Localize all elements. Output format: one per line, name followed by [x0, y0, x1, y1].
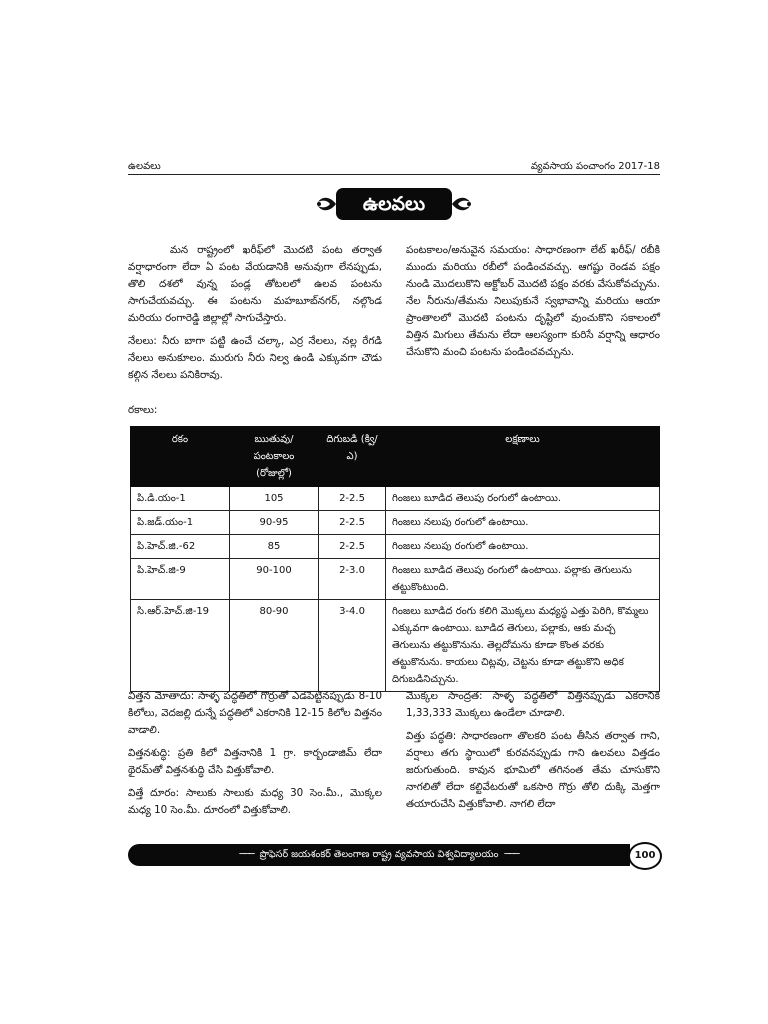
bottom-left-column [128, 688, 382, 825]
bottom-right-column [406, 688, 660, 819]
table-row [131, 600, 660, 692]
cell-traits: గింజలు బూడిద తెలుపు రంగులో ఉంటాయి. [386, 487, 660, 511]
soils-paragraph: నేలలు: నీరు బాగా పట్టి ఉంచే చల్కా, ఎర్ర నేలలు, నల్ల రేగడి నేలలు అనుకూలం. మురుగు నీరు నిల్వ ఉండి ఎక్కువగా చౌడు కల్గిన నేలలు పనికిరావు. [128, 335, 382, 381]
cell-variety: పి.హెచ్.జి-9 [131, 559, 230, 600]
cell-variety: పి.జడ్.యం-1 [131, 511, 230, 535]
cell-duration: 90-100 [230, 559, 319, 600]
table-row [131, 511, 660, 535]
table-header-row [131, 427, 660, 487]
cell-duration: 85 [230, 535, 319, 559]
cell-variety: పి.డి.యం-1 [131, 487, 230, 511]
table-row [131, 535, 660, 559]
cell-yield: 2-3.0 [319, 559, 386, 600]
header-rule [128, 174, 660, 175]
cell-traits: గింజలు బూడిద రంగు కలిగి మొక్కలు మధ్యస్థ ఎత్తు పెరిగి, కొమ్మలు ఎక్కువగా ఉంటాయి. బూడిద తెగులు, పల్లాకు, ఆకు మచ్చ తెగులును తట్టుకొనును. తెల్లదోమను కూడా కొంత వరకు తట్టుకొనును. కాయలు చిట్లవు, చెట్టను కూడా తట్టుకొని అధిక దిగుబడినిచ్చును. [386, 600, 660, 692]
seed-treatment-paragraph: విత్తనశుద్ధి: ప్రతి కిలో విత్తనానికి 1 గ్రా. కార్బండాజిమ్ లేదా థైరమ్‌తో విత్తనశుద్ధి చేసి విత్తుకోవాలి. [128, 747, 382, 776]
page-number: 100 [628, 842, 662, 870]
cell-traits: గింజలు నలుపు రంగులో ఉంటాయి. [386, 511, 660, 535]
cell-yield: 2-2.5 [319, 535, 386, 559]
header-publication-title: వ్యవసాయ పంచాంగం 2017-18 [530, 161, 660, 172]
col-header-yield: దిగుబడి (క్వి/ఎ) [319, 427, 386, 487]
cell-variety: సి.ఆర్.హెచ్.జి-19 [131, 600, 230, 692]
page-title: ఉలవలు [336, 188, 452, 220]
intro-right-column [406, 242, 660, 367]
ornament-right-icon [450, 192, 474, 216]
footer-university-name: ─── ప్రొఫెసర్ జయశంకర్ తెలంగాణ రాష్ట్ర వ్యవసాయ విశ్వవిద్యాలయం ─── [233, 849, 524, 860]
cell-duration: 80-90 [230, 600, 319, 692]
intro-paragraph: మన రాష్ట్రంలో ఖరీఫ్‌లో మొదటి పంట తర్వాత వర్షాధారంగా లేదా ఏ పంట వేయడానికి అనువుగా లేనప్పుడు, తొలి దశలో వున్న పండ్ల తోటలలో ఉలవ పంటను సాగుచేయవచ్చు. ఈ పంటను మహబూబ్‌నగర్, నల్గొండ మరియు రంగారెడ్డి జిల్లాల్లో సాగుచేస్తారు. [128, 244, 382, 324]
table-row [131, 559, 660, 600]
cell-duration: 105 [230, 487, 319, 511]
sowing-method-paragraph: విత్తు పద్ధతి: సాధారణంగా తొలకరి పంట తీసిన తర్వాత గాని, వర్షాలు తగు స్థాయిలో కురవనప్పుడు గాని ఉలవలు విత్తడం జరుగుతుంది. కావున భూమిలో తగినంత తేమ చూసుకొని నాగలితో లేదా కల్టివేటరుతో ఒకసారి గొర్రు తోలి దుక్కి మెత్తగా తయారుచేసి విత్తుకోవాలి. నాగలి లేదా [406, 730, 660, 810]
cell-variety: పి.హెచ్.జి.-62 [131, 535, 230, 559]
cell-yield: 2-2.5 [319, 487, 386, 511]
ornament-left-icon [314, 192, 338, 216]
col-header-variety: రకం [131, 427, 230, 487]
cell-yield: 2-2.5 [319, 511, 386, 535]
plant-density-paragraph: మొక్కల సాంద్రత: సాళ్ళ పద్ధతిలో విత్తినప్పుడు ఎకరానికి 1,33,333 మొక్కలు ఉండేలా చూడాలి. [406, 690, 660, 719]
varieties-table [130, 426, 660, 692]
cell-duration: 90-95 [230, 511, 319, 535]
seed-rate-paragraph: విత్తన మోతాదు: సాళ్ళ పద్ధతిలో గొర్రుతో ఎడపెట్టినప్పుడు 8-10 కిలోలు, వెదజల్లి దున్నే పద్ధతిలో ఎకరానికి 12-15 కిలోల విత్తనం వాడాలి. [128, 690, 382, 736]
running-header [128, 158, 660, 178]
cell-traits: గింజలు నలుపు రంగులో ఉంటాయి. [386, 535, 660, 559]
intro-left-column [128, 242, 382, 390]
spacing-paragraph: విత్తే దూరం: సాలుకు సాలుకు మధ్య 30 సెం.మీ., మొక్కల మధ్య 10 సెం.మీ. దూరంలో విత్తుకోవాలి. [128, 787, 382, 816]
cell-traits: గింజలు బూడిద తెలుపు రంగులో ఉంటాయి. పల్లాకు తెగులును తట్టుకొంటుంది. [386, 559, 660, 600]
col-header-duration: ఋతువు/ పంటకాలం (రోజుల్లో) [230, 427, 319, 487]
table-row [131, 487, 660, 511]
cell-yield: 3-4.0 [319, 600, 386, 692]
footer-bar [128, 844, 630, 866]
col-header-traits: లక్షణాలు [386, 427, 660, 487]
varieties-heading: రకాలు: [128, 404, 158, 416]
header-chapter-title: ఉలవలు [128, 161, 161, 172]
title-banner [314, 188, 474, 220]
season-paragraph: పంటకాలం/అనువైన సమయం: సాధారణంగా లేట్ ఖరీఫ్/ రబీకి ముందు మరియు రబీలో పండించవచ్చు. ఆగష్టు రెండవ పక్షం నుండి మొదలుకొని అక్టోబర్ మొదటి పక్షం వరకు వేసుకోవచ్చును. నేల నీరును/తేమను నిలుపుకునే స్వభావాన్ని మరియు ఆయా ప్రాంతాలలో మొదటి పంటను దృష్టిలో వుంచుకొని సకాలంలో విత్తిన మిగులు తేమను లేదా ఆలస్యంగా కురిసే వర్షాన్ని ఆధారం చేసుకొని మంచి పంటను పండించవచ్చును. [406, 244, 660, 358]
